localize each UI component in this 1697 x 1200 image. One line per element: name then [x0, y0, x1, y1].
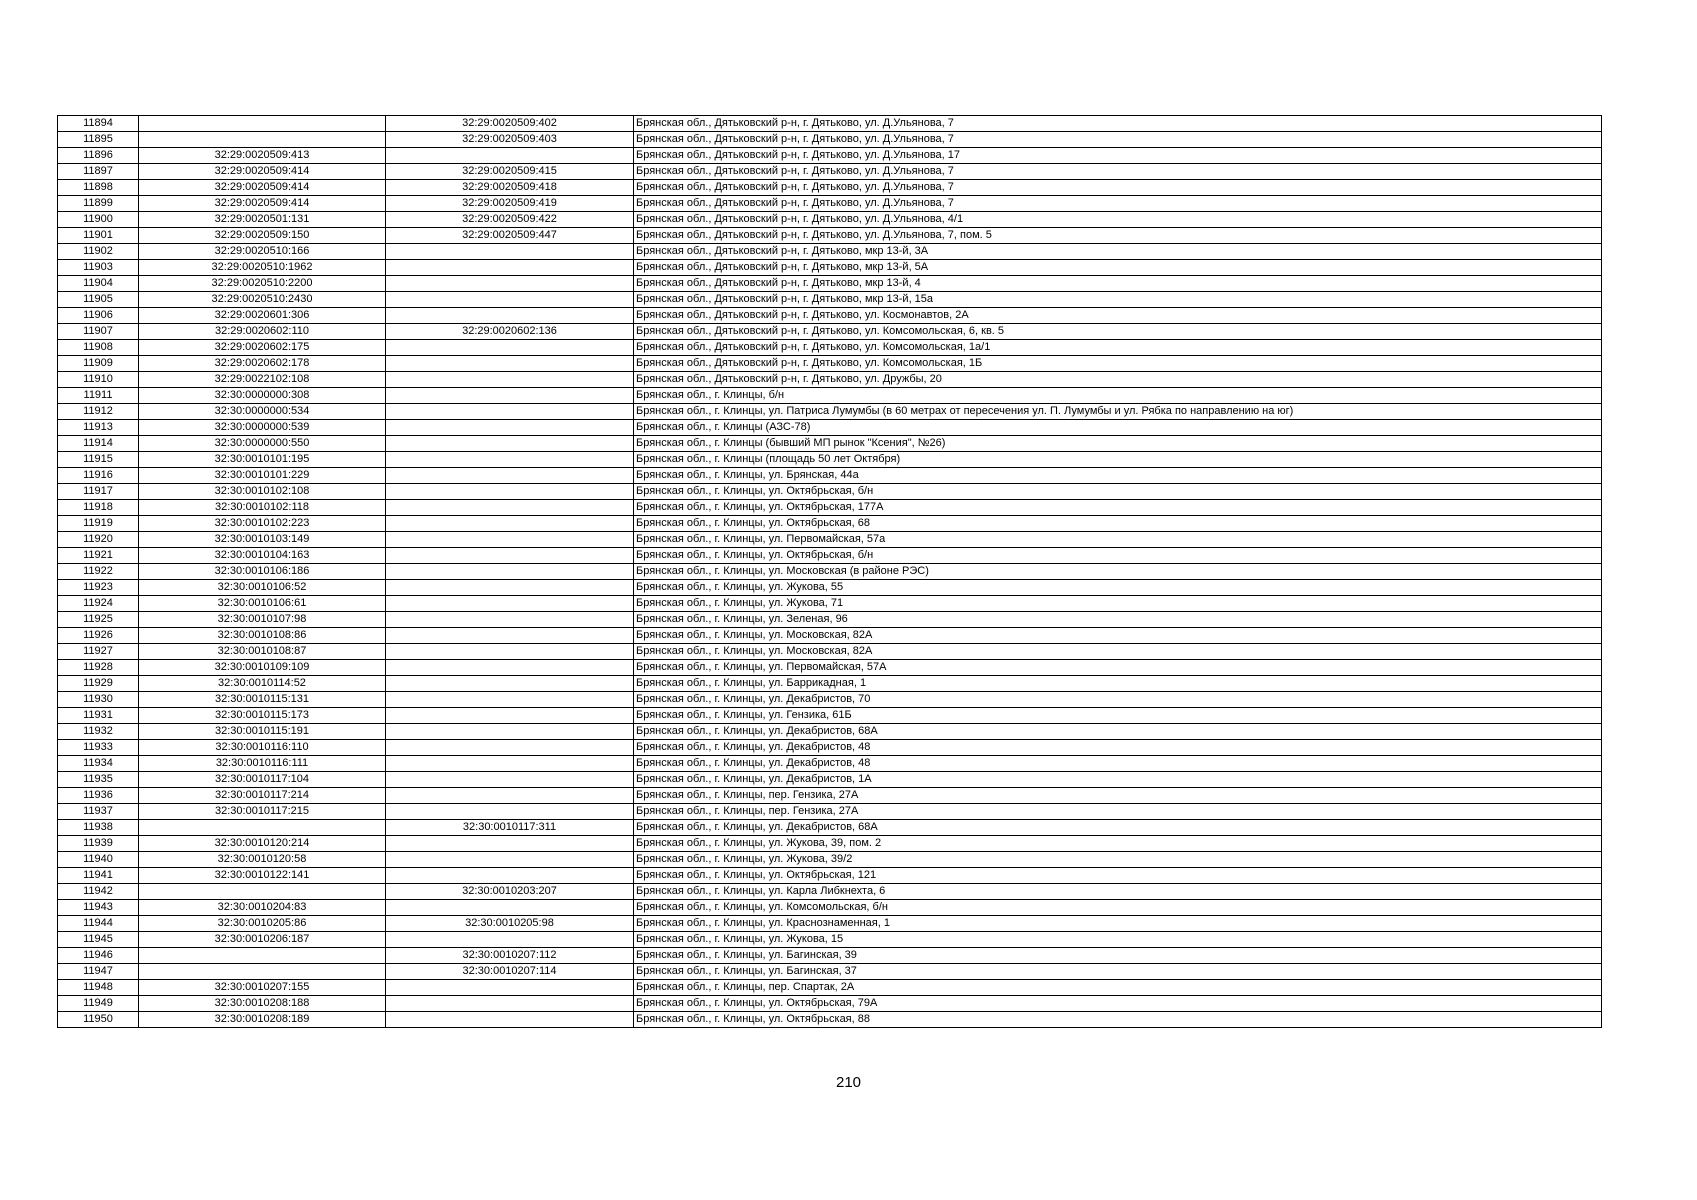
table-row [58, 164, 1602, 180]
cadastral-number-cell: 32:30:0010109:109 [139, 660, 386, 676]
cadastral-number-cell: 32:30:0010108:86 [139, 628, 386, 644]
address-cell: Брянская обл., Дятьковский р-н, г. Дятьково, ул. Д.Ульянова, 7 [634, 196, 1602, 212]
table-row [58, 564, 1602, 580]
related-cadastral-number-cell [386, 676, 634, 692]
related-cadastral-number-cell: 32:29:0020509:415 [386, 164, 634, 180]
row-number-cell: 11916 [58, 468, 139, 484]
address-cell: Брянская обл., Дятьковский р-н, г. Дятьково, ул. Д.Ульянова, 4/1 [634, 212, 1602, 228]
related-cadastral-number-cell: 32:29:0020509:418 [386, 180, 634, 196]
table-row [58, 420, 1602, 436]
address-cell: Брянская обл., Дятьковский р-н, г. Дятьково, мкр 13-й, 5А [634, 260, 1602, 276]
related-cadastral-number-cell [386, 900, 634, 916]
cadastral-number-cell: 32:30:0010115:173 [139, 708, 386, 724]
row-number-cell: 11938 [58, 820, 139, 836]
related-cadastral-number-cell: 32:30:0010205:98 [386, 916, 634, 932]
related-cadastral-number-cell [386, 644, 634, 660]
row-number-cell: 11932 [58, 724, 139, 740]
related-cadastral-number-cell [386, 516, 634, 532]
table-row [58, 788, 1602, 804]
table-row [58, 612, 1602, 628]
table-row [58, 900, 1602, 916]
row-number-cell: 11915 [58, 452, 139, 468]
cadastral-number-cell: 32:30:0010208:189 [139, 1012, 386, 1028]
related-cadastral-number-cell [386, 868, 634, 884]
address-cell: Брянская обл., г. Клинцы, ул. Комсомольская, б/н [634, 900, 1602, 916]
related-cadastral-number-cell [386, 340, 634, 356]
row-number-cell: 11917 [58, 484, 139, 500]
cadastral-number-cell: 32:30:0010206:187 [139, 932, 386, 948]
address-cell: Брянская обл., Дятьковский р-н, г. Дятьково, мкр 13-й, 4 [634, 276, 1602, 292]
table-row [58, 660, 1602, 676]
row-number-cell: 11920 [58, 532, 139, 548]
table-row [58, 836, 1602, 852]
row-number-cell: 11918 [58, 500, 139, 516]
address-cell: Брянская обл., г. Клинцы, ул. Карла Либкнехта, 6 [634, 884, 1602, 900]
address-cell: Брянская обл., г. Клинцы, ул. Декабристов, 48 [634, 740, 1602, 756]
address-cell: Брянская обл., г. Клинцы, ул. Октябрьская, 121 [634, 868, 1602, 884]
related-cadastral-number-cell [386, 548, 634, 564]
address-cell: Брянская обл., г. Клинцы, ул. Багинская, 37 [634, 964, 1602, 980]
related-cadastral-number-cell [386, 436, 634, 452]
row-number-cell: 11914 [58, 436, 139, 452]
address-cell: Брянская обл., Дятьковский р-н, г. Дятьково, ул. Дружбы, 20 [634, 372, 1602, 388]
related-cadastral-number-cell [386, 308, 634, 324]
table-row [58, 980, 1602, 996]
cadastral-number-cell: 32:30:0010116:111 [139, 756, 386, 772]
table-row [58, 996, 1602, 1012]
address-cell: Брянская обл., г. Клинцы, ул. Жукова, 71 [634, 596, 1602, 612]
row-number-cell: 11922 [58, 564, 139, 580]
cadastral-number-cell: 32:30:0010108:87 [139, 644, 386, 660]
table-row [58, 180, 1602, 196]
row-number-cell: 11929 [58, 676, 139, 692]
cadastral-number-cell: 32:29:0020602:110 [139, 324, 386, 340]
address-cell: Брянская обл., г. Клинцы (АЗС-78) [634, 420, 1602, 436]
address-cell: Брянская обл., г. Клинцы, ул. Октябрьская, б/н [634, 548, 1602, 564]
related-cadastral-number-cell [386, 580, 634, 596]
cadastral-number-cell: 32:30:0010115:131 [139, 692, 386, 708]
table-row [58, 404, 1602, 420]
table-row [58, 436, 1602, 452]
row-number-cell: 11936 [58, 788, 139, 804]
table-row [58, 628, 1602, 644]
table-row [58, 852, 1602, 868]
address-cell: Брянская обл., г. Клинцы, ул. Брянская, 44а [634, 468, 1602, 484]
cadastral-number-cell: 32:29:0020509:414 [139, 164, 386, 180]
cadastral-number-cell [139, 884, 386, 900]
related-cadastral-number-cell: 32:29:0020509:402 [386, 116, 634, 132]
table-row [58, 260, 1602, 276]
table-row [58, 468, 1602, 484]
related-cadastral-number-cell: 32:30:0010117:311 [386, 820, 634, 836]
row-number-cell: 11898 [58, 180, 139, 196]
table-row [58, 532, 1602, 548]
related-cadastral-number-cell [386, 932, 634, 948]
cadastral-number-cell: 32:30:0010122:141 [139, 868, 386, 884]
row-number-cell: 11908 [58, 340, 139, 356]
row-number-cell: 11940 [58, 852, 139, 868]
address-cell: Брянская обл., Дятьковский р-н, г. Дятьково, ул. Д.Ульянова, 7 [634, 164, 1602, 180]
registry-table [57, 115, 1602, 1028]
cadastral-number-cell: 32:29:0020510:2200 [139, 276, 386, 292]
row-number-cell: 11930 [58, 692, 139, 708]
address-cell: Брянская обл., Дятьковский р-н, г. Дятьково, ул. Комсомольская, 1а/1 [634, 340, 1602, 356]
table-row [58, 548, 1602, 564]
related-cadastral-number-cell [386, 788, 634, 804]
address-cell: Брянская обл., г. Клинцы, ул. Жукова, 55 [634, 580, 1602, 596]
cadastral-number-cell: 32:30:0010103:149 [139, 532, 386, 548]
cadastral-number-cell: 32:30:0010101:229 [139, 468, 386, 484]
related-cadastral-number-cell [386, 372, 634, 388]
row-number-cell: 11948 [58, 980, 139, 996]
row-number-cell: 11895 [58, 132, 139, 148]
address-cell: Брянская обл., г. Клинцы, ул. Первомайская, 57А [634, 660, 1602, 676]
related-cadastral-number-cell [386, 260, 634, 276]
page-number: 210 [835, 1074, 862, 1091]
address-cell: Брянская обл., г. Клинцы, ул. Зеленая, 96 [634, 612, 1602, 628]
related-cadastral-number-cell: 32:29:0020509:419 [386, 196, 634, 212]
address-cell: Брянская обл., г. Клинцы, ул. Московская, 82А [634, 628, 1602, 644]
table-row [58, 740, 1602, 756]
table-row [58, 276, 1602, 292]
table-row [58, 804, 1602, 820]
table-row [58, 244, 1602, 260]
related-cadastral-number-cell [386, 692, 634, 708]
address-cell: Брянская обл., г. Клинцы, б/н [634, 388, 1602, 404]
row-number-cell: 11945 [58, 932, 139, 948]
table-row [58, 388, 1602, 404]
row-number-cell: 11923 [58, 580, 139, 596]
related-cadastral-number-cell [386, 836, 634, 852]
cadastral-number-cell: 32:30:0000000:550 [139, 436, 386, 452]
table-row [58, 516, 1602, 532]
table-row [58, 340, 1602, 356]
row-number-cell: 11927 [58, 644, 139, 660]
table-row [58, 644, 1602, 660]
row-number-cell: 11902 [58, 244, 139, 260]
row-number-cell: 11894 [58, 116, 139, 132]
address-cell: Брянская обл., г. Клинцы, ул. Октябрьская, б/н [634, 484, 1602, 500]
cadastral-number-cell: 32:30:0010120:58 [139, 852, 386, 868]
related-cadastral-number-cell [386, 596, 634, 612]
cadastral-number-cell: 32:29:0020602:178 [139, 356, 386, 372]
table-row [58, 676, 1602, 692]
related-cadastral-number-cell [386, 388, 634, 404]
row-number-cell: 11904 [58, 276, 139, 292]
related-cadastral-number-cell [386, 484, 634, 500]
cadastral-number-cell: 32:29:0020509:150 [139, 228, 386, 244]
table-row [58, 228, 1602, 244]
row-number-cell: 11910 [58, 372, 139, 388]
address-cell: Брянская обл., г. Клинцы, ул. Баррикадная, 1 [634, 676, 1602, 692]
table-row [58, 756, 1602, 772]
table-row [58, 212, 1602, 228]
row-number-cell: 11899 [58, 196, 139, 212]
table-row [58, 196, 1602, 212]
table-row [58, 324, 1602, 340]
cadastral-number-cell: 32:29:0020509:414 [139, 180, 386, 196]
cadastral-number-cell: 32:30:0010106:52 [139, 580, 386, 596]
row-number-cell: 11946 [58, 948, 139, 964]
related-cadastral-number-cell [386, 772, 634, 788]
row-number-cell: 11897 [58, 164, 139, 180]
table-row [58, 724, 1602, 740]
row-number-cell: 11921 [58, 548, 139, 564]
cadastral-number-cell: 32:30:0010106:186 [139, 564, 386, 580]
address-cell: Брянская обл., г. Клинцы, ул. Патриса Лумумбы (в 60 метрах от пересечения ул. П. Лумумбы и ул. Рябка по направлению на юг) [634, 404, 1602, 420]
row-number-cell: 11896 [58, 148, 139, 164]
cadastral-number-cell: 32:30:0010117:214 [139, 788, 386, 804]
row-number-cell: 11947 [58, 964, 139, 980]
related-cadastral-number-cell: 32:29:0020602:136 [386, 324, 634, 340]
table-row [58, 964, 1602, 980]
cadastral-number-cell: 32:29:0020509:413 [139, 148, 386, 164]
cadastral-number-cell: 32:30:0010204:83 [139, 900, 386, 916]
address-cell: Брянская обл., Дятьковский р-н, г. Дятьково, ул. Д.Ульянова, 7 [634, 116, 1602, 132]
related-cadastral-number-cell [386, 660, 634, 676]
table-row [58, 308, 1602, 324]
cadastral-number-cell: 32:29:0020602:175 [139, 340, 386, 356]
row-number-cell: 11901 [58, 228, 139, 244]
cadastral-number-cell: 32:29:0020509:414 [139, 196, 386, 212]
row-number-cell: 11903 [58, 260, 139, 276]
related-cadastral-number-cell: 32:30:0010207:114 [386, 964, 634, 980]
address-cell: Брянская обл., г. Клинцы (площадь 50 лет Октября) [634, 452, 1602, 468]
address-cell: Брянская обл., г. Клинцы, ул. Жукова, 15 [634, 932, 1602, 948]
address-cell: Брянская обл., г. Клинцы, ул. Декабристов, 68А [634, 820, 1602, 836]
address-cell: Брянская обл., г. Клинцы (бывший МП рынок "Ксения", №26) [634, 436, 1602, 452]
related-cadastral-number-cell [386, 996, 634, 1012]
table-row [58, 580, 1602, 596]
related-cadastral-number-cell [386, 500, 634, 516]
address-cell: Брянская обл., г. Клинцы, пер. Гензика, 27А [634, 788, 1602, 804]
cadastral-number-cell: 32:30:0010102:118 [139, 500, 386, 516]
table-row [58, 692, 1602, 708]
cadastral-number-cell: 32:30:0010205:86 [139, 916, 386, 932]
related-cadastral-number-cell [386, 468, 634, 484]
row-number-cell: 11911 [58, 388, 139, 404]
related-cadastral-number-cell: 32:30:0010207:112 [386, 948, 634, 964]
related-cadastral-number-cell [386, 564, 634, 580]
related-cadastral-number-cell [386, 276, 634, 292]
row-number-cell: 11943 [58, 900, 139, 916]
address-cell: Брянская обл., г. Клинцы, ул. Октябрьская, 68 [634, 516, 1602, 532]
cadastral-number-cell: 32:30:0000000:534 [139, 404, 386, 420]
row-number-cell: 11907 [58, 324, 139, 340]
cadastral-number-cell: 32:30:0010117:215 [139, 804, 386, 820]
address-cell: Брянская обл., Дятьковский р-н, г. Дятьково, мкр 13-й, 3А [634, 244, 1602, 260]
table-row [58, 772, 1602, 788]
related-cadastral-number-cell [386, 804, 634, 820]
cadastral-number-cell: 32:30:0010120:214 [139, 836, 386, 852]
row-number-cell: 11933 [58, 740, 139, 756]
cadastral-number-cell: 32:30:0010102:108 [139, 484, 386, 500]
cadastral-number-cell: 32:30:0010101:195 [139, 452, 386, 468]
related-cadastral-number-cell: 32:29:0020509:422 [386, 212, 634, 228]
cadastral-number-cell: 32:30:0010114:52 [139, 676, 386, 692]
row-number-cell: 11937 [58, 804, 139, 820]
table-row [58, 596, 1602, 612]
address-cell: Брянская обл., Дятьковский р-н, г. Дятьково, ул. Д.Ульянова, 7 [634, 180, 1602, 196]
row-number-cell: 11928 [58, 660, 139, 676]
row-number-cell: 11912 [58, 404, 139, 420]
related-cadastral-number-cell [386, 612, 634, 628]
cadastral-number-cell: 32:29:0020501:131 [139, 212, 386, 228]
table-row [58, 884, 1602, 900]
address-cell: Брянская обл., г. Клинцы, ул. Октябрьская, 177А [634, 500, 1602, 516]
related-cadastral-number-cell [386, 404, 634, 420]
cadastral-number-cell: 32:30:0000000:308 [139, 388, 386, 404]
cadastral-number-cell: 32:29:0022102:108 [139, 372, 386, 388]
address-cell: Брянская обл., г. Клинцы, ул. Первомайская, 57а [634, 532, 1602, 548]
related-cadastral-number-cell [386, 356, 634, 372]
address-cell: Брянская обл., Дятьковский р-н, г. Дятьково, ул. Д.Ульянова, 17 [634, 148, 1602, 164]
table-row [58, 916, 1602, 932]
cadastral-number-cell [139, 132, 386, 148]
row-number-cell: 11905 [58, 292, 139, 308]
cadastral-number-cell: 32:30:0010117:104 [139, 772, 386, 788]
row-number-cell: 11949 [58, 996, 139, 1012]
table-row [58, 932, 1602, 948]
related-cadastral-number-cell: 32:30:0010203:207 [386, 884, 634, 900]
table-row [58, 948, 1602, 964]
row-number-cell: 11934 [58, 756, 139, 772]
table-row [58, 868, 1602, 884]
cadastral-number-cell: 32:29:0020510:1962 [139, 260, 386, 276]
address-cell: Брянская обл., г. Клинцы, ул. Краснознаменная, 1 [634, 916, 1602, 932]
row-number-cell: 11906 [58, 308, 139, 324]
table-row [58, 1012, 1602, 1028]
cadastral-number-cell: 32:29:0020601:306 [139, 308, 386, 324]
row-number-cell: 11924 [58, 596, 139, 612]
address-cell: Брянская обл., Дятьковский р-н, г. Дятьково, ул. Д.Ульянова, 7, пом. 5 [634, 228, 1602, 244]
address-cell: Брянская обл., г. Клинцы, ул. Декабристов, 1А [634, 772, 1602, 788]
cadastral-number-cell [139, 948, 386, 964]
row-number-cell: 11919 [58, 516, 139, 532]
table-row [58, 148, 1602, 164]
related-cadastral-number-cell [386, 532, 634, 548]
row-number-cell: 11925 [58, 612, 139, 628]
related-cadastral-number-cell [386, 452, 634, 468]
related-cadastral-number-cell [386, 708, 634, 724]
related-cadastral-number-cell [386, 740, 634, 756]
address-cell: Брянская обл., Дятьковский р-н, г. Дятьково, ул. Комсомольская, 1Б [634, 356, 1602, 372]
address-cell: Брянская обл., г. Клинцы, пер. Гензика, 27А [634, 804, 1602, 820]
row-number-cell: 11944 [58, 916, 139, 932]
address-cell: Брянская обл., г. Клинцы, ул. Московская (в районе РЭС) [634, 564, 1602, 580]
related-cadastral-number-cell [386, 628, 634, 644]
address-cell: Брянская обл., Дятьковский р-н, г. Дятьково, ул. Космонавтов, 2А [634, 308, 1602, 324]
related-cadastral-number-cell [386, 244, 634, 260]
row-number-cell: 11950 [58, 1012, 139, 1028]
row-number-cell: 11941 [58, 868, 139, 884]
cadastral-number-cell: 32:30:0010208:188 [139, 996, 386, 1012]
table-row [58, 708, 1602, 724]
cadastral-number-cell: 32:30:0010107:98 [139, 612, 386, 628]
row-number-cell: 11935 [58, 772, 139, 788]
address-cell: Брянская обл., г. Клинцы, ул. Декабристов, 70 [634, 692, 1602, 708]
table-row [58, 500, 1602, 516]
row-number-cell: 11926 [58, 628, 139, 644]
address-cell: Брянская обл., г. Клинцы, ул. Декабристов, 48 [634, 756, 1602, 772]
cadastral-number-cell: 32:29:0020510:166 [139, 244, 386, 260]
cadastral-number-cell: 32:29:0020510:2430 [139, 292, 386, 308]
address-cell: Брянская обл., г. Клинцы, ул. Гензика, 61Б [634, 708, 1602, 724]
address-cell: Брянская обл., г. Клинцы, ул. Декабристов, 68А [634, 724, 1602, 740]
cadastral-number-cell [139, 116, 386, 132]
related-cadastral-number-cell [386, 852, 634, 868]
related-cadastral-number-cell: 32:29:0020509:403 [386, 132, 634, 148]
related-cadastral-number-cell: 32:29:0020509:447 [386, 228, 634, 244]
address-cell: Брянская обл., г. Клинцы, ул. Октябрьская, 79А [634, 996, 1602, 1012]
row-number-cell: 11942 [58, 884, 139, 900]
address-cell: Брянская обл., г. Клинцы, ул. Багинская, 39 [634, 948, 1602, 964]
related-cadastral-number-cell [386, 980, 634, 996]
table-row [58, 292, 1602, 308]
related-cadastral-number-cell [386, 1012, 634, 1028]
address-cell: Брянская обл., г. Клинцы, ул. Октябрьская, 88 [634, 1012, 1602, 1028]
cadastral-number-cell: 32:30:0010106:61 [139, 596, 386, 612]
address-cell: Брянская обл., г. Клинцы, ул. Жукова, 39/2 [634, 852, 1602, 868]
table-row [58, 372, 1602, 388]
table-row [58, 356, 1602, 372]
row-number-cell: 11909 [58, 356, 139, 372]
row-number-cell: 11913 [58, 420, 139, 436]
table-row [58, 820, 1602, 836]
address-cell: Брянская обл., Дятьковский р-н, г. Дятьково, ул. Комсомольская, 6, кв. 5 [634, 324, 1602, 340]
cadastral-number-cell [139, 964, 386, 980]
cadastral-number-cell: 32:30:0010115:191 [139, 724, 386, 740]
related-cadastral-number-cell [386, 148, 634, 164]
related-cadastral-number-cell [386, 756, 634, 772]
cadastral-number-cell: 32:30:0010116:110 [139, 740, 386, 756]
table-row [58, 484, 1602, 500]
table-row [58, 132, 1602, 148]
address-cell: Брянская обл., г. Клинцы, ул. Московская, 82А [634, 644, 1602, 660]
row-number-cell: 11931 [58, 708, 139, 724]
row-number-cell: 11939 [58, 836, 139, 852]
row-number-cell: 11900 [58, 212, 139, 228]
cadastral-number-cell: 32:30:0010104:163 [139, 548, 386, 564]
related-cadastral-number-cell [386, 724, 634, 740]
table-body [58, 116, 1602, 1028]
cadastral-number-cell: 32:30:0000000:539 [139, 420, 386, 436]
table-row [58, 452, 1602, 468]
address-cell: Брянская обл., Дятьковский р-н, г. Дятьково, ул. Д.Ульянова, 7 [634, 132, 1602, 148]
cadastral-number-cell: 32:30:0010207:155 [139, 980, 386, 996]
address-cell: Брянская обл., г. Клинцы, пер. Спартак, 2А [634, 980, 1602, 996]
related-cadastral-number-cell [386, 292, 634, 308]
address-cell: Брянская обл., Дятьковский р-н, г. Дятьково, мкр 13-й, 15а [634, 292, 1602, 308]
cadastral-number-cell: 32:30:0010102:223 [139, 516, 386, 532]
table-row [58, 116, 1602, 132]
address-cell: Брянская обл., г. Клинцы, ул. Жукова, 39, пом. 2 [634, 836, 1602, 852]
cadastral-number-cell [139, 820, 386, 836]
related-cadastral-number-cell [386, 420, 634, 436]
